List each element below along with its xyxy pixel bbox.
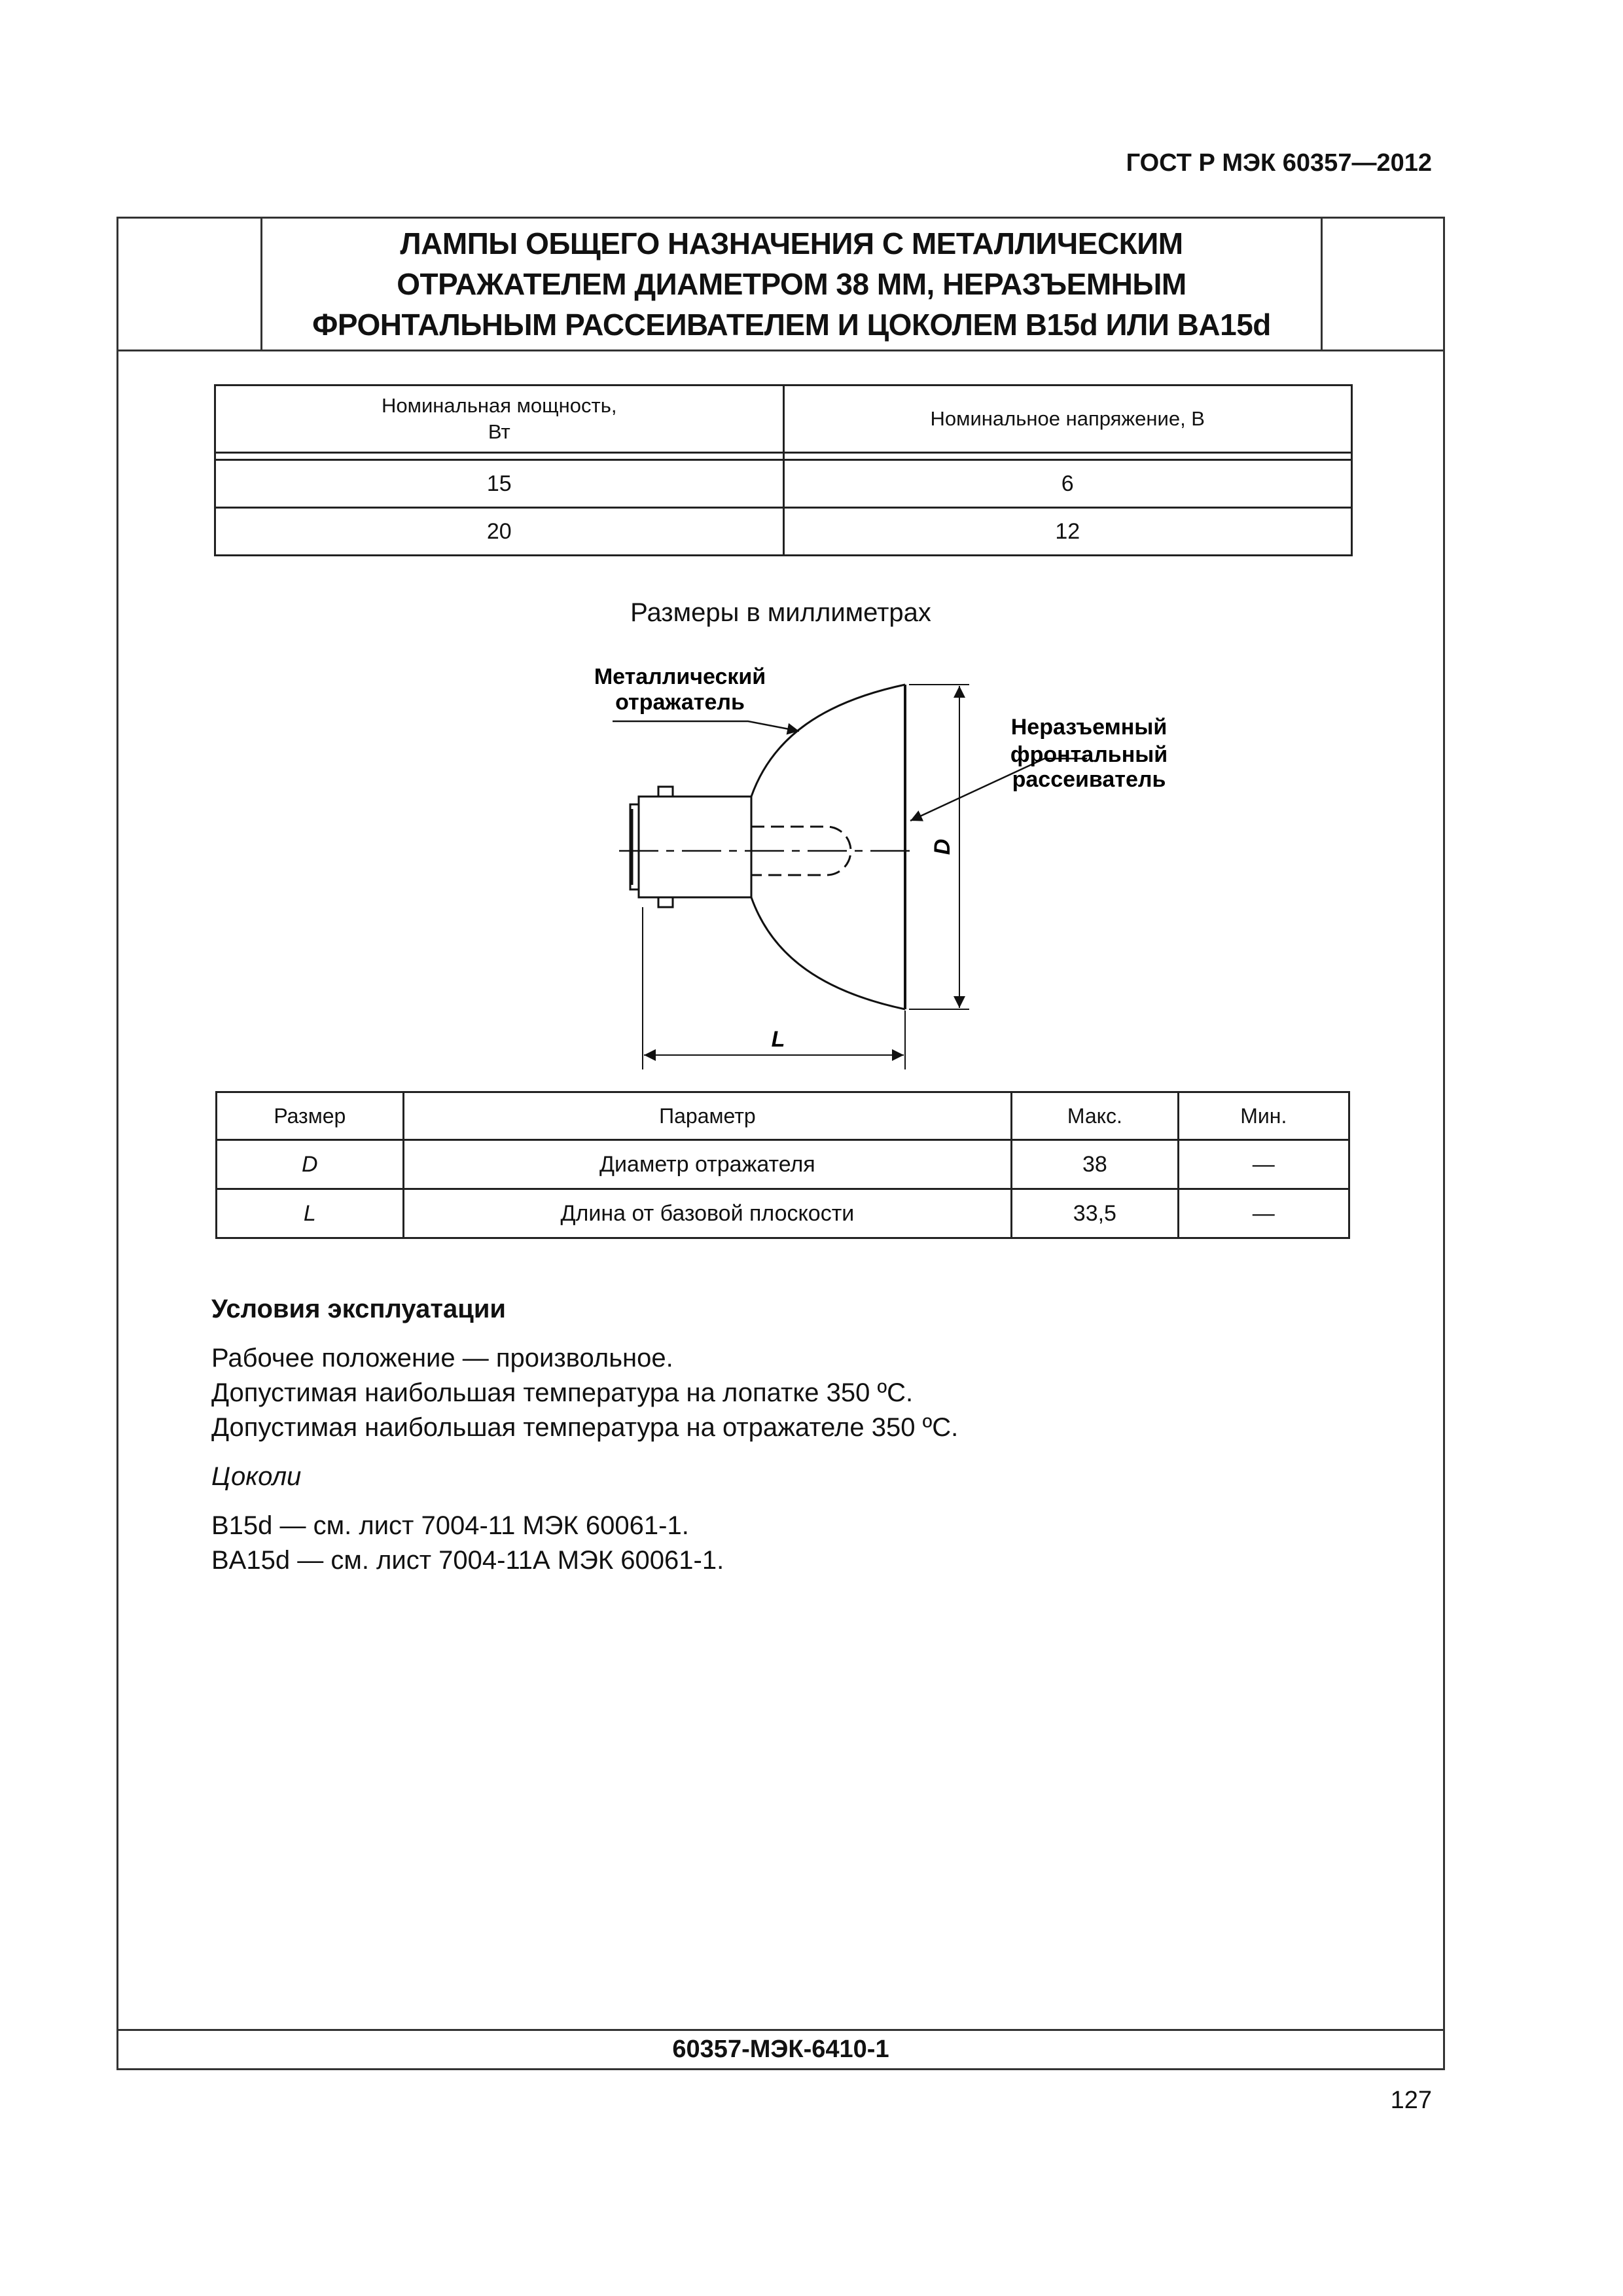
condition-line: Допустимая наибольшая температура на лопатке 350 ºС. — [211, 1378, 914, 1407]
size-symbol: D — [217, 1140, 404, 1189]
operating-conditions — [211, 1292, 1389, 1578]
label-diffuser: фронтальный — [1010, 742, 1168, 767]
voltage-value: 12 — [783, 508, 1352, 556]
header-max: Макс. — [1012, 1092, 1178, 1140]
min-value: — — [1178, 1189, 1349, 1238]
lamp-base — [639, 797, 751, 897]
table-row — [217, 1189, 1349, 1238]
base-pin-top — [658, 787, 673, 797]
max-value: 33,5 — [1012, 1189, 1178, 1238]
title-box — [260, 219, 1323, 350]
label-reflector: отражатель — [615, 690, 745, 715]
ratings-header-row — [215, 386, 1352, 453]
size-symbol: L — [217, 1189, 404, 1238]
condition-line: Допустимая наибольшая температура на отражателе 350 ºС. — [211, 1413, 959, 1442]
label-diffuser: Неразъемный — [1010, 715, 1168, 740]
dimension-d-label: D — [930, 838, 955, 855]
dimension-l-label: L — [771, 1027, 785, 1052]
label-reflector: Металлический — [594, 664, 766, 689]
header-voltage: Номинальное напряжение, В — [783, 386, 1352, 453]
max-value: 38 — [1012, 1140, 1178, 1189]
power-value: 20 — [215, 508, 784, 556]
sheet-frame — [116, 217, 1445, 2070]
drawing-caption: Размеры в миллиметрах — [630, 598, 931, 627]
standard-designation: ГОСТ Р МЭК 60357—2012 — [1126, 149, 1432, 177]
table-row — [217, 1140, 1349, 1189]
header-power: Номинальная мощность, Вт — [215, 386, 784, 453]
table-row — [215, 508, 1352, 556]
bases-heading: Цоколи — [211, 1462, 302, 1491]
parameter-name: Длина от базовой плоскости — [403, 1189, 1012, 1238]
dimensions-table — [215, 1091, 1350, 1239]
lamp-drawing — [459, 644, 1192, 1076]
ratings-table — [214, 384, 1353, 556]
header-parameter: Параметр — [403, 1092, 1012, 1140]
page-number: 127 — [1390, 2087, 1432, 2114]
condition-line: Рабочее положение — произвольное. — [211, 1344, 673, 1372]
base-reference: B15d — см. лист 7004-11 МЭК 60061-1. — [211, 1511, 689, 1540]
title-row — [118, 219, 1443, 351]
header-min: Мин. — [1178, 1092, 1349, 1140]
ratings-separator — [215, 453, 1352, 460]
dimensions-header-row — [217, 1092, 1349, 1140]
parameter-name: Диаметр отражателя — [403, 1140, 1012, 1189]
label-diffuser: рассеиватель — [1012, 767, 1166, 792]
base-pin-bottom — [658, 897, 673, 907]
conditions-heading: Условия эксплуатации — [211, 1295, 506, 1323]
sheet-title: ЛАМПЫ ОБЩЕГО НАЗНАЧЕНИЯ С МЕТАЛЛИЧЕСКИМ ОТРАЖАТЕЛЕМ ДИАМЕТРОМ 38 ММ, НЕРАЗЪЕМНЫМ ФРОНТАЛЬНЫМ РАССЕИВАТЕЛЕМ И ЦОКОЛЕМ B15d ИЛИ BA15d — [312, 226, 1271, 342]
header-size: Размер — [217, 1092, 404, 1140]
base-reference: BA15d — см. лист 7004-11А МЭК 60061-1. — [211, 1546, 724, 1575]
min-value: — — [1178, 1140, 1349, 1189]
voltage-value: 6 — [783, 460, 1352, 508]
power-value: 15 — [215, 460, 784, 508]
reflector-outline — [751, 685, 905, 797]
sheet-code: 60357-МЭК-6410-1 — [118, 2029, 1443, 2068]
reflector-leader — [613, 721, 799, 731]
table-row — [215, 460, 1352, 508]
